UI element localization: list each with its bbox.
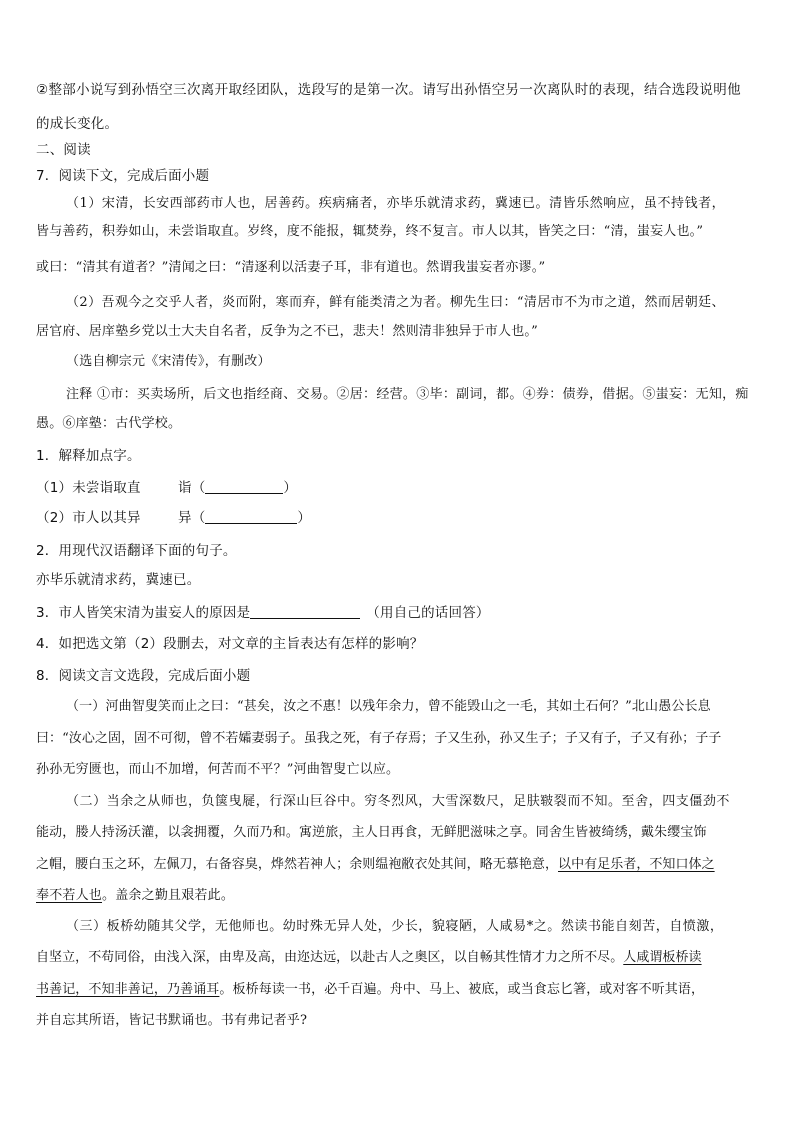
answer-blank[interactable] xyxy=(205,509,297,524)
q6-line-2: 的成长变化。 xyxy=(36,116,119,132)
q7-notes-line-1: 注释 ①市：买卖场所，后文也指经商、交易。②居：经营。③毕：副词，都。④券：债券，借据。⑤蚩妄：无知，痴 xyxy=(66,387,749,402)
q7-sub-2-sentence: 亦毕乐就清求药，冀速已。 xyxy=(36,572,201,588)
answer-blank[interactable] xyxy=(205,479,283,494)
q8-title: 8．阅读文言文选段，完成后面小题 xyxy=(36,668,251,684)
q7-sub-1: 1．解释加点字。 xyxy=(36,448,141,464)
underlined-sentence: 人咸谓板桥读 xyxy=(623,950,702,965)
q7-sub-1-item-a xyxy=(36,478,141,498)
q7-sub-3: 3．市人皆笑宋清为蚩妄人的原因是 （用自己的话回答） xyxy=(36,605,490,621)
answer-blank[interactable] xyxy=(250,604,360,619)
q8-passage-c-line-1: （三）板桥幼随其父学，无他师也。幼时殊无异人处，少长，貌寝陋，人咸易*之。然读书能自刻苦，自愤激， xyxy=(66,919,724,934)
q7-passage-1-line-1: （1）宋清，长安西部药市人也，居善药。疾病痛者，亦毕乐就清求药，冀速已。清皆乐然响应，虽不持钱者， xyxy=(66,196,726,211)
q7-sub-1-item-b-answer: 异（ ） xyxy=(178,510,312,526)
underlined-sentence: 以中有足乐者，不知口体之 xyxy=(558,857,715,872)
q8-passage-c-line-2: 自坚立，不苟同俗，由浅入深，由卑及高，由迩达远，以赴古人之奥区，以自畅其性情才力之所不尽。人咸谓板桥读 xyxy=(36,950,702,965)
q7-passage-2-line-1: （2）吾观今之交乎人者，炎而附，寒而弃，鲜有能类清之为者。柳先生曰：“清居市不为市之道，然而居朝廷、 xyxy=(66,295,725,310)
q8-passage-a-line-3: 孙孙无穷匮也，而山不加增，何苦而不平？”河曲智叟亡以应。 xyxy=(36,762,400,777)
q8-passage-b-line-1: （二）当余之从师也，负箧曳屣，行深山巨谷中。穷冬烈风，大雪深数尺，足肤皲裂而不知。至舍，四支僵劲不 xyxy=(66,794,730,809)
q7-sub-4: 4．如把选文第（2）段删去，对文章的主旨表达有怎样的影响？ xyxy=(36,636,424,652)
q7-notes-line-2: 愚。⑥庠塾：古代学校。 xyxy=(36,416,182,431)
q7-sub-1-item-a-answer: 诣（ ） xyxy=(178,480,298,496)
q7-passage-2-line-2: 居官府、居庠塾乡党以士大夫自名者，反争为之不已，悲夫！然则清非独异于市人也。” xyxy=(36,324,538,339)
q7-sub-1-item-b xyxy=(36,508,141,528)
q8-passage-c-line-4: 并自忘其所语，皆记书默诵也。书有弗记者乎? xyxy=(36,1013,308,1028)
section-heading-reading: 二、阅读 xyxy=(36,142,91,158)
q8-passage-a-line-2: 曰：“汝心之固，固不可彻，曾不若孀妻弱子。虽我之死，有子存焉；子又生孙，孙又生子；子又有子，子又有孙；子子 xyxy=(36,731,722,746)
q7-sub-1-item-b-phrase: （2）市人以其异 xyxy=(36,510,141,526)
q8-passage-b-line-3: 之帽，腰白玉之环，左佩刀，右备容臭，烨然若神人；余则缊袍敝衣处其间，略无慕艳意，以中有足乐者，不知口体之 xyxy=(36,857,715,872)
underlined-sentence: 书善记，不知非善记，乃善诵耳 xyxy=(36,982,220,997)
q6-line-1: ②整部小说写到孙悟空三次离开取经团队，选段写的是第一次。请写出孙悟空另一次离队时的表现，结合选段说明他 xyxy=(36,82,741,98)
q7-passage-1-line-3: 或曰：“清其有道者？”清闻之曰：“清逐利以活妻子耳，非有道也。然谓我蚩妄者亦谬。” xyxy=(36,260,546,275)
q8-passage-c-line-3: 书善记，不知非善记，乃善诵耳。板桥每读一书，必千百遍。舟中、马上、被底，或当食忘匕箸，或对客不听其语， xyxy=(36,982,705,997)
underlined-sentence: 奉不若人也 xyxy=(36,888,103,903)
q8-passage-b-line-4: 奉不若人也。盖余之勤且艰若此。 xyxy=(36,888,235,903)
q7-title: 7．阅读下文，完成后面小题 xyxy=(36,168,210,184)
q8-passage-a-line-1: （一）河曲智叟笑而止之曰：“甚矣，汝之不惠！以残年余力，曾不能毁山之一毛，其如土石何？”北山愚公长息 xyxy=(66,699,711,714)
q7-source: （选自柳宗元《宋清传》，有删改） xyxy=(66,354,271,369)
q7-sub-1-item-a-phrase: （1）未尝诣取直 xyxy=(36,480,141,496)
q8-passage-b-line-2: 能动，媵人持汤沃灌，以衾拥覆，久而乃和。寓逆旅，主人日再食，无鲜肥滋味之享。同舍生皆被绮绣，戴朱缨宝饰 xyxy=(36,825,707,840)
q7-sub-2: 2．用现代汉语翻译下面的句子。 xyxy=(36,543,237,559)
q7-passage-1-line-2: 皆与善药，积券如山，未尝诣取直。岁终，度不能报，辄焚券，终不复言。市人以其，皆笑之曰：“清，蚩妄人也。” xyxy=(36,224,704,239)
